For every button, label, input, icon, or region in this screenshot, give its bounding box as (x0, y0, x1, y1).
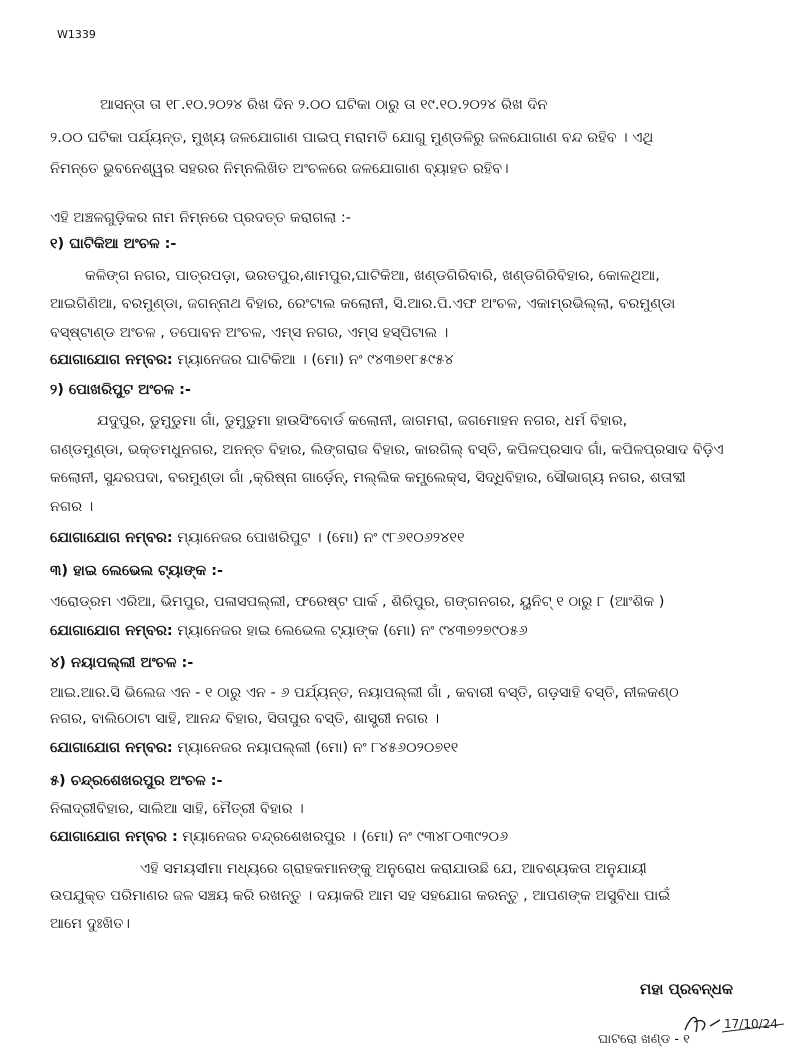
contact-label: ଯୋଗାଯୋଗ ନମ୍ବର : (50, 829, 178, 845)
area-line: ନଗର, ବାଲିଠୋଟା ସାହି, ଆନନ୍ଦ ବିହାର, ସିତାପୁର ବସ୍ତି, ଶାସ୍ତ୍ରୀ ନଗର । (50, 711, 440, 727)
area-line: ଆଇଗିଣିଆ, ବରମୁଣ୍ଡା, ଜଗନ୍ନାଥ ବିହାର, ରେଂଟାଲ କଲୋନୀ, ସି.ଆର.ପି.ଏଫ ଅଂଚଳ, ଏକାମ୍ରଭିଲ୍ଲା, ବରମୁଣ୍ଡା (50, 296, 676, 312)
area-line: ବସ୍‌ଷ୍ଟାଣ୍ଡ ଅଂଚଳ , ତପୋବନ ଅଂଚଳ, ଏମ୍ସ ନଗର, ଏମ୍ସ ହସ୍ପିଟାଲ । (50, 325, 449, 341)
section-heading: ୩) ହାଇ ଲେଭେଲ ଟ୍ୟାଙ୍କ :- (50, 563, 224, 579)
area-line: କଳିଙ୍ଗ ନଗର, ପାତ୍ରପଡ଼ା, ଭରତପୁର,ଶାମପୁର,ଘାଟିକିଆ, ଖଣ୍ଡଗିରିବାରି, ଖଣ୍ଡଗିରିବିହାର, କୋଳଥିଆ, (85, 268, 660, 284)
contact-line (50, 740, 762, 756)
intro-line: ନିମନ୍ତେ ଭୁବନେଶ୍ୱର ସହରର ନିମ୍ନଲିଖିତ ଅଂଚଳରେ ଜଳଯୋଗାଣ ବ୍ୟାହତ ରହିବ। (50, 161, 509, 177)
closing-line: ଏହି ସମୟସୀମା ମଧ୍ୟରେ ଗ୍ରାହକମାନଙ୍କୁ ଅନୁରୋଧ କରାଯାଉଛି ଯେ, ଆବଶ୍ୟକତା ଅନୁଯାୟୀ (140, 861, 647, 877)
area-line: ଆଇ.ଆର.ସି ଭିଲେଜ ଏନ - ୧ ଠାରୁ ଏନ - ୬ ପର୍ଯ୍ୟନ୍ତ, ନୟାପଲ୍ଲୀ ଗାଁ , କବାରୀ ବସ୍ତି, ଗଡ଼ସାହି ବସ୍ତି, ନୀଳକଣ୍ଠ (50, 685, 679, 701)
areas-intro: ଏହି ଅଞ୍ଚଳଗୁଡ଼ିକର ନାମ ନିମ୍ନରେ ପ୍ରଦତ୍ତ କରାଗଲା :- (50, 210, 351, 226)
signature (680, 1002, 790, 1042)
intro-line: ୨.୦୦ ଘଟିକା ପର୍ଯ୍ୟନ୍ତ, ମୁଖ୍ୟ ଜଳଯୋଗାଣ ପାଇପ୍ ମରାମତି ଯୋଗୁ ମୁଣ୍ଡଳିରୁ ଜଳଯୋଗାଣ ବନ୍ଦ ରହିବ । ଏଥି (50, 130, 654, 146)
area-line: ନଗର । (50, 499, 94, 515)
contact-label: ଯୋଗାଯୋଗ ନମ୍ବର: (50, 530, 173, 546)
section-heading: ୫) ଚନ୍ଦ୍ରଶେଖରପୁର ଅଂଚଳ :- (50, 773, 223, 789)
contact-label: ଯୋଗାଯୋଗ ନମ୍ବର: (50, 623, 173, 639)
contact-line (50, 829, 762, 845)
area-line: ନିଳାଦ୍ରୀବିହାର, ସାଲିଆ ସାହି, ମୈତ୍ରୀ ବିହାର । (50, 801, 304, 817)
signer-title: ମହା ପ୍ରବନ୍ଧକ (640, 980, 734, 998)
area-line: ଯଦୁପୁର, ଡୁମୁଡୁମା ଗାଁ, ଡୁମୁଡୁମା ହାଉସିଂବୋର୍ଡ କଲୋନୀ, ଜାଗମରା, ଜଗମୋହନ ନଗର, ଧର୍ମ ବିହାର, (97, 413, 628, 429)
footer-partial: ଘାଟରୋ ଖଣ୍ଡ - ୧ (598, 1032, 690, 1047)
section-heading: ୨) ପୋଖରିପୁଟ ଅଂଚଳ :- (50, 382, 191, 398)
contact-label: ଯୋଗାଯୋଗ ନମ୍ବର: (50, 740, 173, 756)
contact-text: ମ୍ୟାନେଜର ଘାଟିକିଆ । (ମୋ) ନଂ ୯୪୩୭୧୮୫୯୫୪ (177, 352, 454, 368)
contact-text: ମ୍ୟାନେଜର ଚନ୍ଦ୍ରଶେଖରପୁର । (ମୋ) ନଂ ୯୩୪୮୦୩୯୨୦୬ (182, 829, 509, 845)
area-line: ଏରୋଡ୍ରମ ଏରିଆ, ଭିମପୁର, ପଳାସପଲ୍ଲୀ, ଫରେଷ୍ଟ ପାର୍କ , ଶିରିପୁର, ଗଙ୍ଗନଗର, ୟୁନିଟ୍ ୧ ଠାରୁ ୮ (ଆଂଶିକ ) (50, 594, 665, 610)
area-line: କଲୋନୀ, ସୁନ୍ଦରପଦା, ବରମୁଣ୍ଡା ଗାଁ ,କ୍ରିଷ୍ନା ଗାର୍ଡ଼େନ୍, ମଲ୍ଲିକ କମ୍ପ୍ଲେକ୍ସ, ସିଦ୍ଧିବିହାର, ସୌଭାଗ୍ୟ ନଗର, ଶତାବ୍ଦୀ (50, 470, 686, 486)
contact-line (50, 352, 762, 368)
contact-label: ଯୋଗାଯୋଗ ନମ୍ବର: (50, 352, 173, 368)
section-heading: ୧) ଘାଟିକିଆ ଅଂଚଳ :- (50, 236, 177, 252)
area-line: ଗଣ୍ଡମୁଣ୍ଡା, ଭକ୍ତମଧୁନଗର, ଅନନ୍ତ ବିହାର, ଲିଙ୍ଗରାଜ ବିହାର, କାରଗିଲ୍ ବସ୍ତି, କପିଳପ୍ରସାଦ ଗାଁ, କପିଳପ୍ରସାଦ ବିଡ଼ିଏ (50, 442, 724, 458)
intro-line: ଆସନ୍ତା ତା ୧୮.୧୦.୨୦୨୪ ରିଖ ଦିନ ୨.୦୦ ଘଟିକା ଠାରୁ ତା ୧୯.୧୦.୨୦୨୪ ରିଖ ଦିନ (100, 97, 548, 113)
contact-text: ମ୍ୟାନେଜର ହାଇ ଲେଭେଲ ଟ୍ୟାଙ୍କ (ମୋ) ନଂ ୯୪୩୭୨୭୯୦୫୬ (177, 623, 528, 639)
closing-line: ଉପଯୁକ୍ତ ପରିମାଣର ଜଳ ସଞ୍ଚୟ କରି ରଖନ୍ତୁ । ଦୟାକରି ଆମ ସହ ସହଯୋଗ କରନ୍ତୁ , ଆପଣଙ୍କ ଅସୁବିଧା ପାଇଁ (50, 888, 671, 904)
contact-text: ମ୍ୟାନେଜର ପୋଖରିପୁଟ । (ମୋ) ନଂ ୯୮୬୧୦୬୨୪୧୧ (177, 530, 465, 546)
contact-line (50, 623, 762, 639)
contact-text: ମ୍ୟାନେଜର ନୟାପଲ୍ଲୀ (ମୋ) ନଂ ୮୪୫୬୦୨୦୭୧୧ (177, 740, 459, 756)
contact-line (50, 530, 762, 546)
section-heading: ୪) ନୟାପଲ୍ଲୀ ଅଂଚଳ :- (50, 655, 194, 671)
signature-date: 17/10/24 (724, 1017, 778, 1031)
closing-line: ଆମେ ଦୁଃଖିତ। (50, 916, 131, 932)
document-id: W1339 (57, 28, 96, 41)
